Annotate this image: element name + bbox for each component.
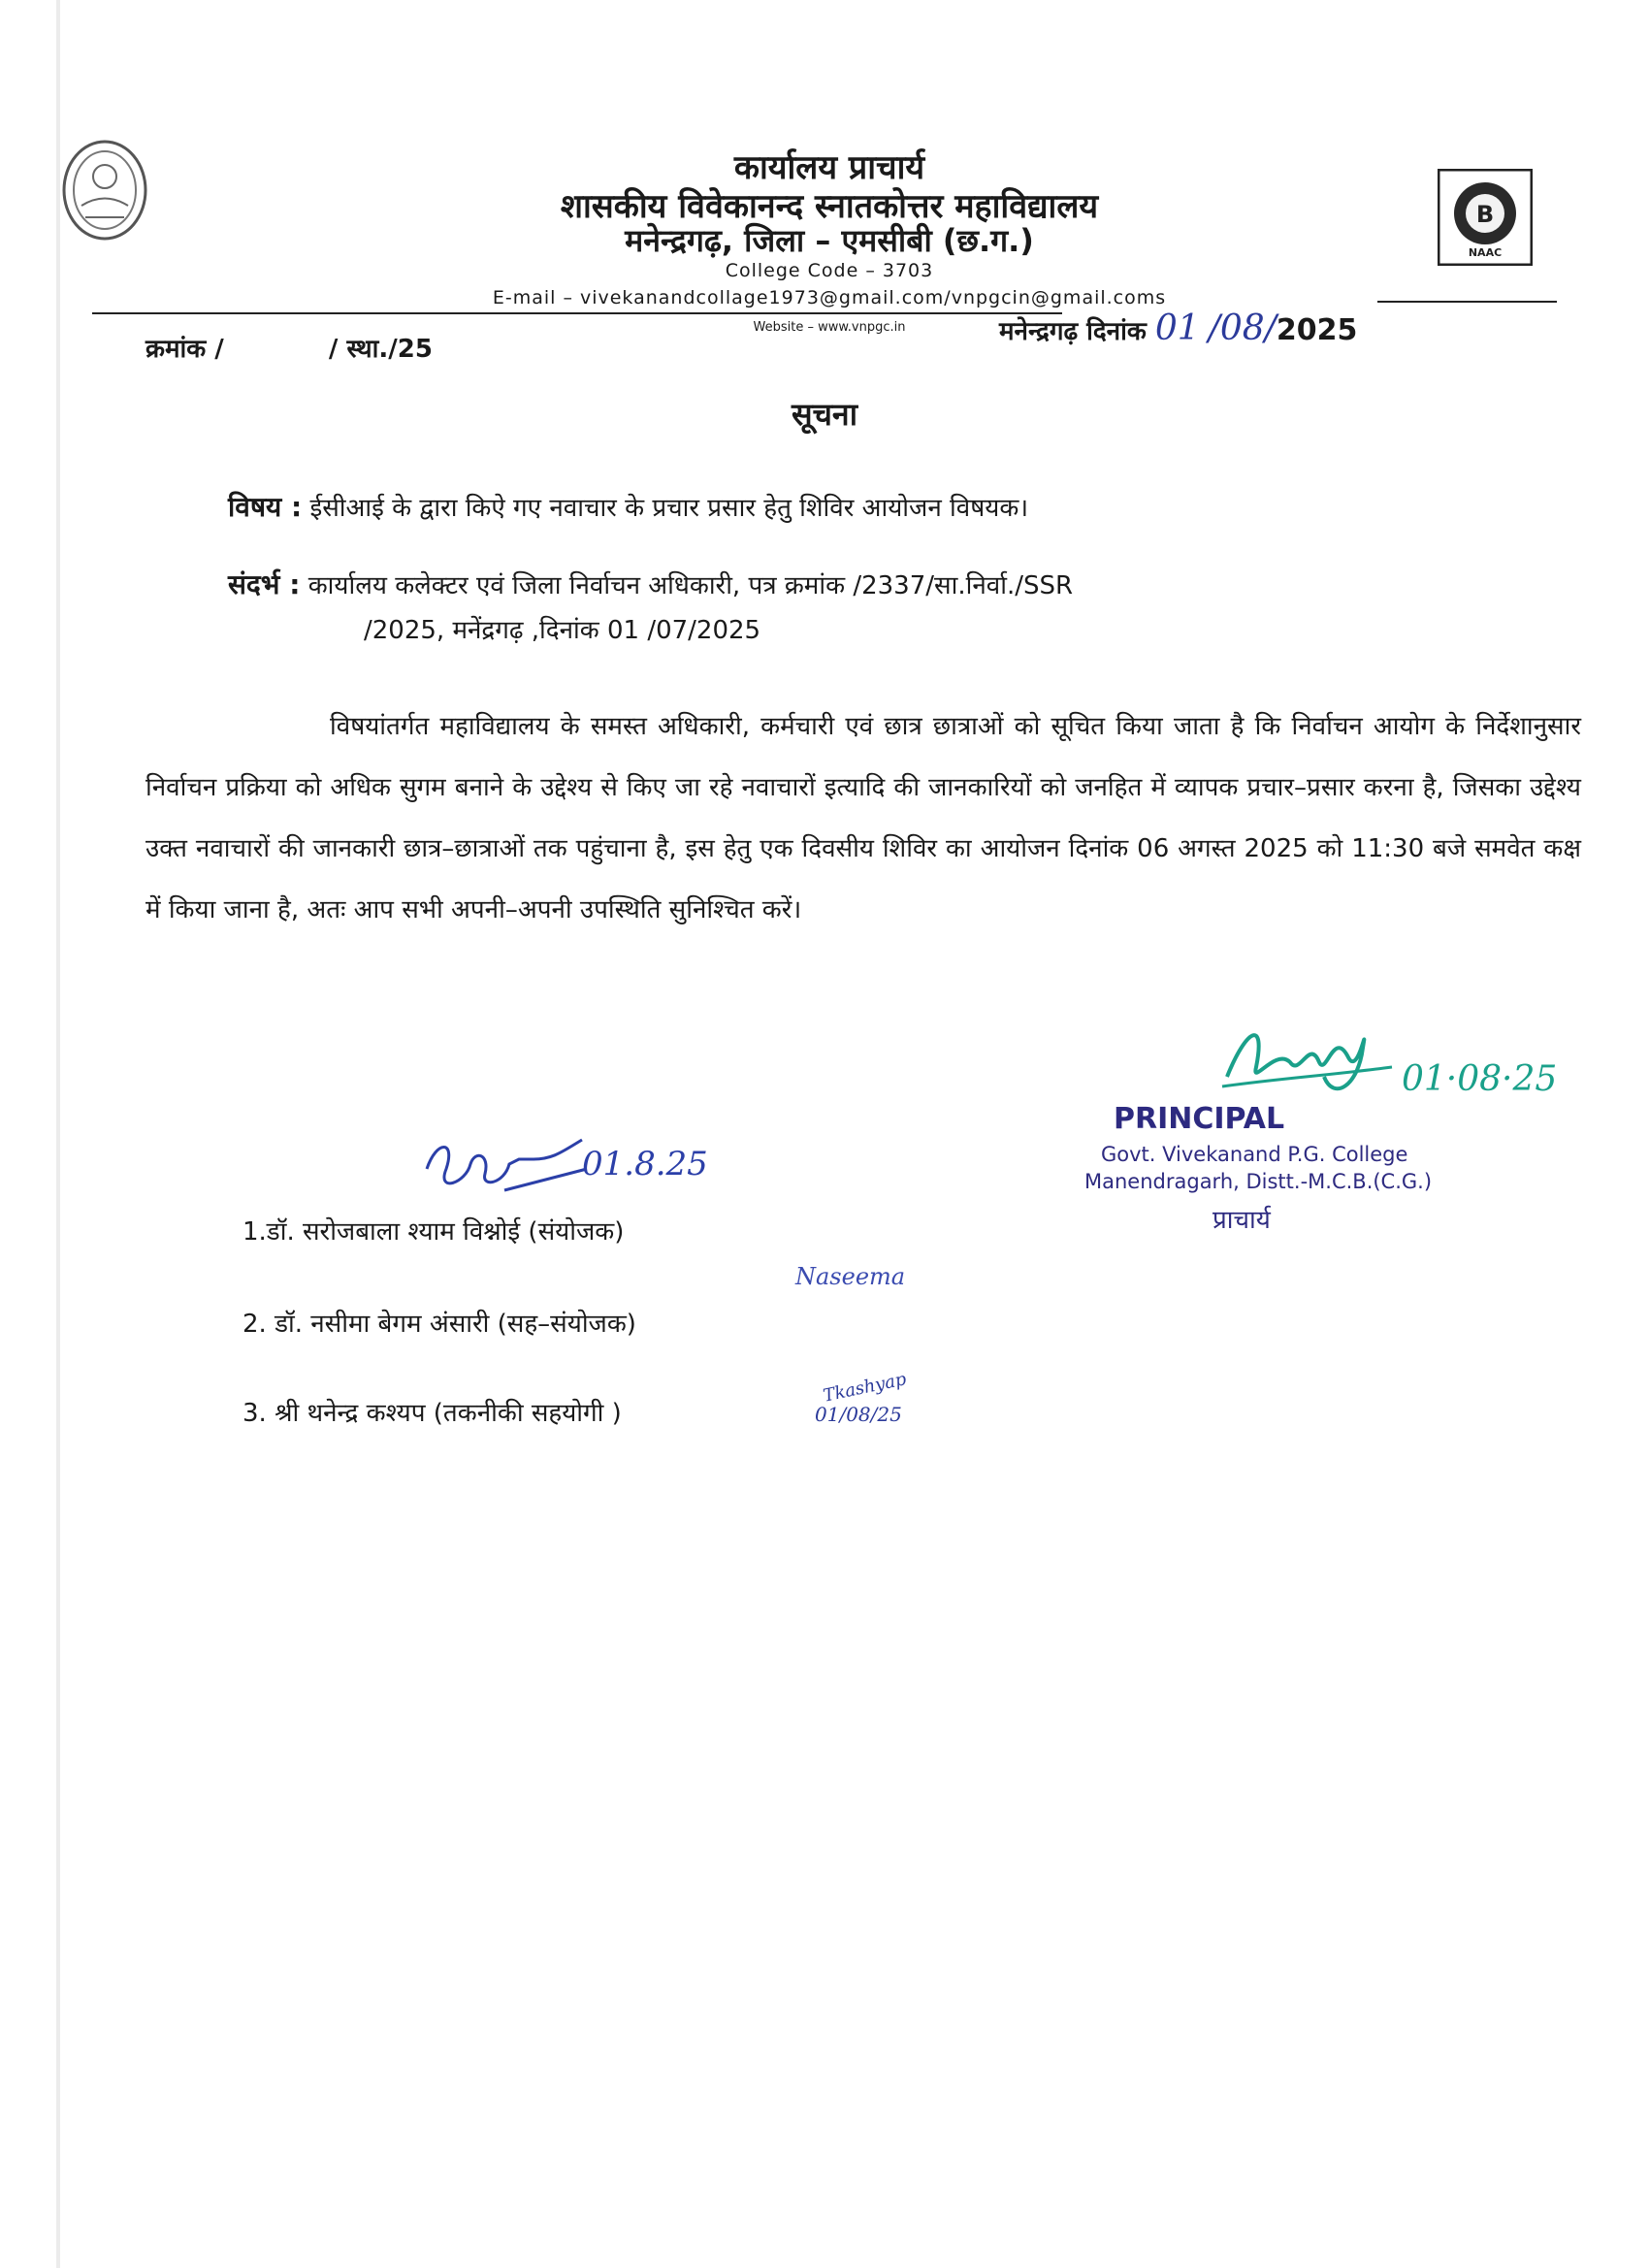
college-email: E-mail – vivekanandcollage1973@gmail.com/vnpgcin@gmail.coms (492, 287, 1167, 308)
sthaa-label: / स्था./25 (328, 335, 433, 364)
member-2-signature: Naseema (795, 1263, 906, 1290)
office-heading: कार्यालय प्राचार्य (733, 148, 925, 187)
date-month: /08/ (1208, 308, 1277, 348)
member-3-handwritten-date: 01/08/25 (815, 1403, 902, 1426)
member-1: 1.डॉ. सरोजबाला श्याम विश्नोई (संयोजक) (242, 1217, 625, 1247)
date-day: 01 (1154, 308, 1200, 348)
header-rule-right (1377, 301, 1557, 303)
scan-edge (56, 0, 60, 2268)
college-location: मनेन्द्रगढ़, जिला – एमसीबी (छ.ग.) (625, 222, 1034, 259)
header-rule (92, 312, 1062, 314)
college-website: Website – www.vnpgc.in (753, 320, 906, 335)
subject-label: विषय : (228, 491, 303, 523)
member-3-signature: Tkashyap (821, 1369, 909, 1407)
college-name: शासकीय विवेकानन्द स्नातकोत्तर महाविद्यालय (560, 187, 1099, 226)
naac-label: NAAC (1468, 246, 1503, 259)
principal-title-hindi: प्राचार्य (1212, 1206, 1271, 1235)
member-2: 2. डॉ. नसीमा बेगम अंसारी (सह–संयोजक) (242, 1310, 636, 1339)
college-code: College Code – 3703 (725, 260, 934, 281)
principal-stamp-address: Manendragarh, Distt.-M.C.B.(C.G.) (1084, 1170, 1433, 1193)
notice-title: सूचना (791, 396, 857, 433)
principal-stamp-college: Govt. Vivekanand P.G. College (1101, 1143, 1408, 1166)
member-1-signature (417, 1130, 592, 1203)
date-label: मनेन्द्रगढ़ दिनांक (999, 317, 1147, 346)
principal-handwritten-date: 01·08·25 (1402, 1059, 1558, 1099)
naac-grade: B (1475, 201, 1495, 228)
reference-number (146, 330, 433, 365)
member-1-handwritten-date: 01.8.25 (582, 1145, 708, 1183)
notice-body: विषयांतर्गत महाविद्यालय के समस्त अधिकारी, कर्मचारी एवं छात्र छात्राओं को सूचित किया जाता है कि निर्वाचन आयोग के निर्देशानुसार निर्वाचन प्रक्रिया को अधिक सुगम बनाने के उद्देश्य से किए जा रहे नवाचारों इत्यादि की जानकारियों को जनहित में व्यापक प्रचार–प्रसार करना है, जिसका उद्देश्य उक्त नवाचारों की जानकारी छात्र–छात्राओं तक पहुंचाना है, इस हेतु एक दिवसीय शिविर का आयोजन दिनांक 06 अगस्त 2025 को 11:30 बजे समवेत कक्ष में किया जाना है, अतः आप सभी अपनी–अपनी उपस्थिति सुनिश्चित करें। (146, 712, 1581, 924)
issue-date (999, 308, 1357, 348)
kramank-label: क्रमांक / (146, 335, 224, 364)
subject-text: ईसीआई के द्वारा किऐ गए नवाचार के प्रचार प्रसार हेतु शिविर आयोजन विषयक। (309, 494, 1029, 523)
reference-line-1: कार्यालय कलेक्टर एवं जिला निर्वाचन अधिकारी, पत्र क्रमांक /2337/सा.निर्वा./SSR (307, 571, 1074, 600)
reference-label: संदर्भ : (228, 568, 301, 600)
member-3: 3. श्री थनेन्द्र कश्यप (तकनीकी सहयोगी ) (242, 1399, 622, 1428)
date-year: 2025 (1276, 313, 1358, 347)
reference-line-2: /2025, मनेंद्रगढ़ ,दिनांक 01 /07/2025 (364, 616, 761, 645)
subject-line (228, 485, 1537, 531)
principal-stamp-title: PRINCIPAL (1114, 1102, 1285, 1136)
principal-signature (1217, 1009, 1402, 1106)
reference-block (228, 563, 1537, 653)
